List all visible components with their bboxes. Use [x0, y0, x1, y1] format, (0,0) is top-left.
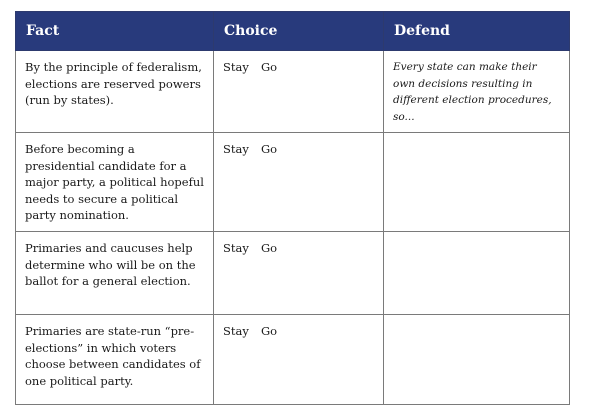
stay-option[interactable]: Stay: [223, 142, 249, 156]
go-option[interactable]: Go: [261, 241, 278, 255]
fact-cell: Primaries and caucuses help determine who will be on the ballot for a general election.: [16, 232, 214, 315]
fact-cell: Before becoming a presidential candidate for a major party, a political hopeful needs to secure a political party nomination.: [16, 133, 214, 232]
stay-option[interactable]: Stay: [223, 60, 249, 74]
stay-option[interactable]: Stay: [223, 241, 249, 255]
choice-cell: [214, 315, 384, 405]
header-choice: Choice: [214, 12, 384, 51]
choice-cell: [214, 51, 384, 133]
go-option[interactable]: Go: [261, 324, 278, 338]
defend-cell[interactable]: Every state can make their own decisions resulting in different election procedures, so...: [384, 51, 570, 133]
table-row: [16, 51, 570, 133]
defend-cell[interactable]: [384, 133, 570, 232]
fact-choice-defend-table: [15, 11, 570, 405]
go-option[interactable]: Go: [261, 142, 278, 156]
stay-option[interactable]: Stay: [223, 324, 249, 338]
defend-cell[interactable]: [384, 232, 570, 315]
table-row: [16, 133, 570, 232]
choice-cell: [214, 133, 384, 232]
fact-cell: Primaries are state-run “pre-elections” in which voters choose between candidates of one political party.: [16, 315, 214, 405]
go-option[interactable]: Go: [261, 60, 278, 74]
defend-cell[interactable]: [384, 315, 570, 405]
header-defend: Defend: [384, 12, 570, 51]
choice-cell: [214, 232, 384, 315]
table-row: [16, 232, 570, 315]
table-row: [16, 315, 570, 405]
fact-cell: By the principle of federalism, elections are reserved powers (run by states).: [16, 51, 214, 133]
header-fact: Fact: [16, 12, 214, 51]
header-row: [16, 12, 570, 51]
